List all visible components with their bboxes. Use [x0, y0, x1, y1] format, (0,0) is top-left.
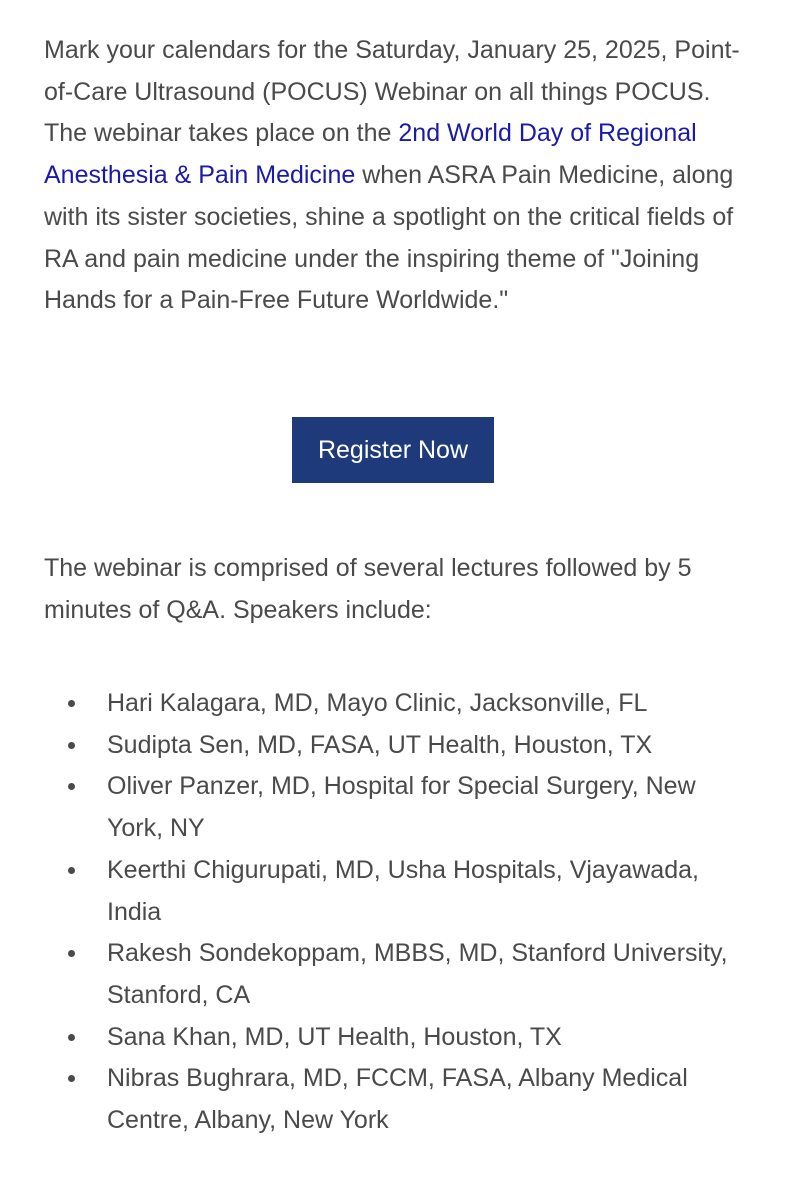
- bullet-icon: [68, 867, 75, 874]
- speaker-text: Hari Kalagara, MD, Mayo Clinic, Jacksonville, FL: [107, 689, 648, 717]
- speaker-list: [0, 683, 787, 1142]
- speaker-item: [0, 850, 787, 933]
- bullet-icon: [68, 700, 75, 707]
- speaker-item: [0, 1058, 787, 1141]
- speaker-item: [0, 933, 787, 1016]
- speaker-item: [0, 766, 787, 849]
- bullet-icon: [68, 783, 75, 790]
- bullet-icon: [68, 950, 75, 957]
- speaker-item: [0, 725, 787, 767]
- webinar-description: The webinar is comprised of several lectures followed by 5 minutes of Q&A. Speakers include:: [44, 554, 692, 624]
- speaker-item: [0, 683, 787, 725]
- speaker-text: Keerthi Chigurupati, MD, Usha Hospitals, Vjayawada, India: [107, 855, 699, 926]
- speaker-text: Oliver Panzer, MD, Hospital for Special Surgery, New York, NY: [107, 772, 696, 843]
- speaker-text: Sudipta Sen, MD, FASA, UT Health, Houston, TX: [107, 730, 653, 759]
- bullet-icon: [68, 742, 75, 749]
- speaker-text: Rakesh Sondekoppam, MBBS, MD, Stanford University, Stanford, CA: [107, 939, 728, 1009]
- intro-text-end: when ASRA Pain Medicine, along with its sister societies, shine a spotlight on the critical fields of RA and pain medicine under the inspiring theme of "Joining Hands for a Pain-Free Future Worldwide.": [44, 161, 734, 315]
- bullet-icon: [68, 1034, 75, 1041]
- bullet-icon: [68, 1075, 75, 1082]
- speaker-text: Nibras Bughrara, MD, FCCM, FASA, Albany Medical Centre, Albany, New York: [107, 1064, 688, 1135]
- world-day-link[interactable]: 2nd World Day of Regional Anesthesia & Pain Medicine: [44, 119, 697, 190]
- intro-text-start: Mark your calendars for the Saturday, January 25, 2025, Point-of-Care Ultrasound (POCUS) Webinar on all things POCUS. The webinar takes place on the: [44, 36, 740, 148]
- register-now-button[interactable]: Register Now: [292, 417, 494, 483]
- speaker-item: [0, 1017, 787, 1059]
- speaker-text: Sana Khan, MD, UT Health, Houston, TX: [107, 1022, 562, 1051]
- intro-paragraph: [44, 30, 754, 322]
